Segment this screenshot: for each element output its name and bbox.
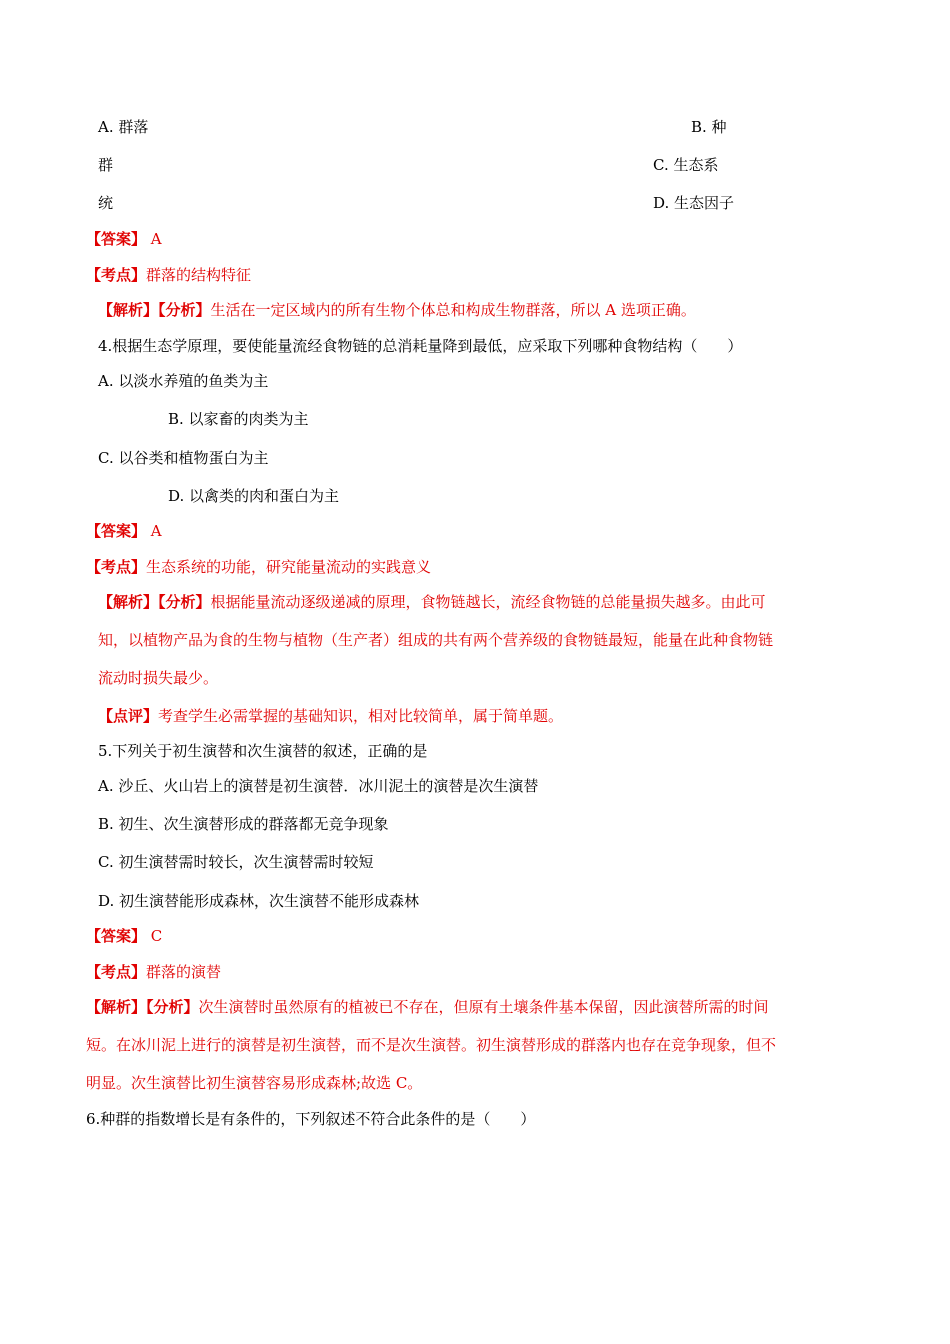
q4-jiexi-line2: 知，以植物产品为食的生物与植物（生产者）组成的共有两个营养级的食物链最短，能量在此种食物链 — [98, 631, 774, 649]
jiexi-text: 根据能量流动逐级递减的原理，食物链越长，流经食物链的总能量损失越多。由此可 — [210, 593, 766, 611]
q3-kaodian — [86, 265, 251, 285]
q5-answer — [86, 926, 162, 946]
q5-jiexi-line1 — [86, 997, 769, 1017]
answer-tag: 【答案】 — [86, 230, 147, 248]
q3-option-a: A. 群落 — [98, 118, 149, 136]
q4-option-a: A. 以淡水养殖的鱼类为主 — [98, 372, 269, 390]
q3-option-c: C. 生态系 — [653, 156, 719, 174]
q4-kaodian — [86, 557, 431, 577]
q3-option-b-wrap: 群 — [98, 156, 114, 174]
q5-option-b: B. 初生、次生演替形成的群落都无竞争现象 — [98, 815, 389, 833]
kaodian-tag: 【考点】 — [86, 963, 147, 981]
q4-option-c: C. 以谷类和植物蛋白为主 — [98, 449, 269, 467]
answer-tag: 【答案】 — [86, 927, 147, 945]
q5-option-d: D. 初生演替能形成森林，次生演替不能形成森林 — [98, 892, 420, 910]
q5-jiexi-line2: 短。在冰川泥上进行的演替是初生演替，而不是次生演替。初生演替形成的群落内也存在竞争现象，但不 — [86, 1036, 777, 1054]
q4-stem: 4.根据生态学原理，要使能量流经食物链的总消耗量降到最低，应采取下列哪种食物结构（ ） — [98, 337, 743, 355]
jiexi-text: 次生演替时虽然原有的植被已不存在，但原有土壤条件基本保留，因此演替所需的时间 — [198, 998, 769, 1016]
q4-answer — [86, 521, 162, 541]
jiexi-tag: 【解析】【分析】 — [98, 301, 211, 319]
kaodian-text: 群落的结构特征 — [146, 266, 252, 284]
q3-option-b: B. 种 — [691, 118, 727, 136]
q3-jiexi — [98, 300, 696, 320]
q4-option-d: D. 以禽类的肉和蛋白为主 — [168, 487, 340, 505]
answer-value: C — [150, 927, 163, 945]
q5-stem: 5.下列关于初生演替和次生演替的叙述，正确的是 — [98, 742, 428, 760]
q6-stem: 6.种群的指数增长是有条件的，下列叙述不符合此条件的是（ ） — [86, 1110, 536, 1128]
q3-option-d: D. 生态因子 — [653, 194, 735, 212]
kaodian-tag: 【考点】 — [86, 558, 147, 576]
kaodian-text: 群落的演替 — [146, 963, 222, 981]
jiexi-text: 生活在一定区域内的所有生物个体总和构成生物群落，所以 A 选项正确。 — [210, 301, 696, 319]
kaodian-tag: 【考点】 — [86, 266, 147, 284]
dianping-tag: 【点评】 — [98, 707, 159, 725]
dianping-text: 考查学生必需掌握的基础知识，相对比较简单，属于简单题。 — [158, 707, 564, 725]
answer-value: A — [150, 230, 162, 248]
q4-option-b: B. 以家畜的肉类为主 — [168, 410, 309, 428]
q4-jiexi-line1 — [98, 592, 766, 612]
q5-option-a: A. 沙丘、火山岩上的演替是初生演替．冰川泥土的演替是次生演替 — [98, 777, 539, 795]
jiexi-tag: 【解析】【分析】 — [98, 593, 211, 611]
q5-option-c: C. 初生演替需时较长，次生演替需时较短 — [98, 853, 374, 871]
answer-tag: 【答案】 — [86, 522, 147, 540]
q3-option-c-wrap: 统 — [98, 194, 114, 212]
answer-value: A — [150, 522, 162, 540]
kaodian-text: 生态系统的功能，研究能量流动的实践意义 — [146, 558, 432, 576]
jiexi-tag: 【解析】【分析】 — [86, 998, 199, 1016]
q5-kaodian — [86, 962, 221, 982]
q4-dianping — [98, 706, 563, 726]
q3-answer — [86, 229, 162, 249]
q5-jiexi-line3: 明显。次生演替比初生演替容易形成森林;故选 C。 — [86, 1074, 423, 1092]
q4-jiexi-line3: 流动时损失最少。 — [98, 669, 219, 687]
